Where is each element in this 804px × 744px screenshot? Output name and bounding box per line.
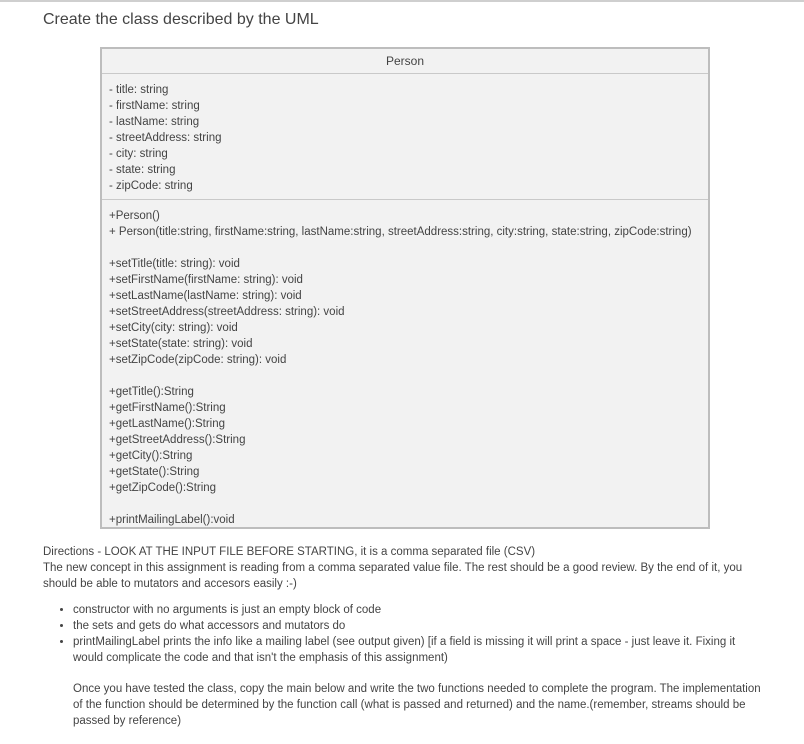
uml-attribute: - firstName: string [109,100,200,112]
uml-attribute: - title: string [109,84,169,96]
uml-constructor: +Person() [109,210,160,222]
uml-class-name: Person [102,49,708,74]
uml-setter: +setFirstName(firstName: string): void [109,274,303,286]
uml-setter: +setCity(city: string): void [109,322,238,334]
uml-attribute: - lastName: string [109,116,200,128]
page-heading: Create the class described by the UML [43,11,319,28]
top-divider [0,0,804,2]
uml-attribute: - state: string [109,164,176,176]
uml-class-diagram [100,47,710,529]
list-item: • constructor with no arguments is just an empty block of code [73,602,763,618]
uml-method: +printMailingLabel():void [109,514,235,526]
uml-operations-section [102,200,708,528]
uml-attribute: - zipCode: string [109,180,193,192]
uml-attributes-section [102,74,708,200]
uml-setter: +setLastName(lastName: string): void [109,290,302,302]
uml-getter: +getCity():String [109,450,193,462]
uml-getter: +getStreetAddress():String [109,434,246,446]
uml-getter: +getState():String [109,466,200,478]
uml-setter: +setState(state: string): void [109,338,253,350]
list-item: • the sets and gets do what accessors and mutators do [73,618,763,634]
uml-getter: +getFirstName():String [109,402,226,414]
uml-attribute: - streetAddress: string [109,132,222,144]
uml-setter: +setStreetAddress(streetAddress: string): void [109,306,345,318]
uml-constructor: + Person(title:string, firstName:string, lastName:string, streetAddress:string, city:string, state:string, zipCode:string) [109,226,692,238]
directions-section [43,544,763,729]
uml-attribute: - city: string [109,148,168,160]
uml-getter: +getLastName():String [109,418,226,430]
uml-getter: +getZipCode():String [109,482,217,494]
uml-setter: +setTitle(title: string): void [109,258,240,270]
requirements-list [43,602,763,666]
directions-description: The new concept in this assignment is reading from a comma separated value file. The rest should be a good review. By the end of it, you should be able to mutators and accesors easily :-) [43,562,743,590]
list-item: • printMailingLabel prints the info like a mailing label (see output given) [if a field is missing it will print a space - just leave it. Fixing it would complicate the code and that isn't the emphasis of this assignment) [73,634,763,666]
uml-getter: +getTitle():String [109,386,194,398]
directions-intro: Directions - LOOK AT THE INPUT FILE BEFORE STARTING, it is a comma separated file (CSV) [43,546,536,558]
uml-setter: +setZipCode(zipCode: string): void [109,354,287,366]
followup-instructions: Once you have tested the class, copy the main below and write the two functions needed to complete the program. The implementation of the function should be determined by the function call (what is passed and returned) and the name.(remember, streams should be passed by reference) [73,683,761,727]
